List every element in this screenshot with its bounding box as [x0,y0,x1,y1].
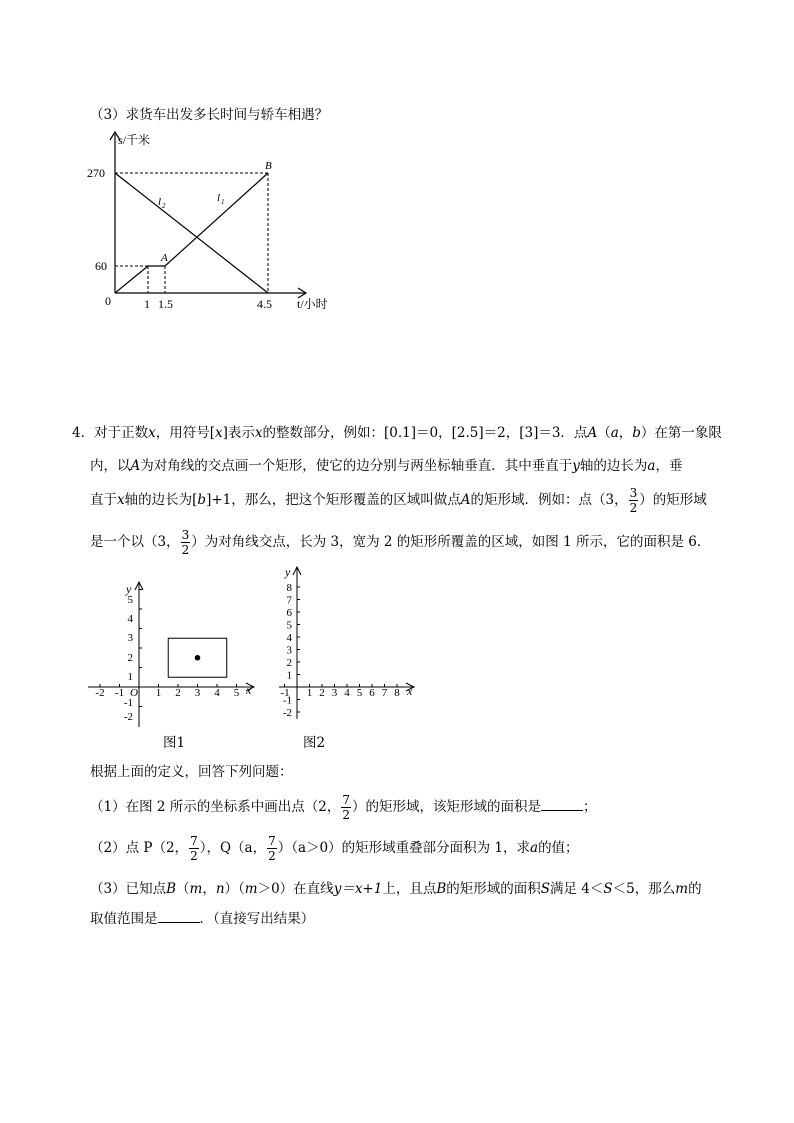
fig1-x-5: 5 [233,687,240,699]
fig2-x-6: 6 [369,687,375,699]
fig2-y-5: 5 [286,619,292,632]
fig2-y-7: 7 [286,594,292,607]
fig1-y-2: 2 [127,652,133,664]
point-b-label: B [265,160,272,172]
fig1-x-4: 4 [214,687,220,699]
fig1-x-1: 1 [155,687,162,699]
l1-subscript: 1 [221,198,225,206]
fig2-y-8: 8 [286,582,292,594]
x-tick-4-5: 4.5 [257,297,272,311]
fig2-x-3: 3 [331,687,338,699]
fraction-7-2-q: $\frac{7}{2}$ [268,834,276,863]
line-l2 [115,173,268,293]
fig1-y-3: 3 [127,632,133,644]
figure-1-coordinate-system [88,577,263,727]
q4-line-2: 内，以A为对角线的交点画一个矩形，使它的边分别与两坐标轴垂直．其中垂直于y轴的边长为a，垂 [90,458,683,474]
fig2-y-6: 6 [286,607,292,619]
l2-subscript: 2 [162,202,166,210]
fig2-y-neg2: -2 [282,707,292,719]
fig2-x-5: 5 [356,687,363,699]
point-a-label: A [161,252,168,264]
fig2-x-label: x [407,684,413,698]
sub-question-3-line-1: （3）已知点B（m，n）（m＞0）在直线y＝x+1上，且点B的矩形域的面积S满足 4＜S＜5，那么m的 [90,881,702,897]
y-tick-270: 270 [87,166,105,180]
l2-label: l [158,196,162,208]
fig1-y-5: 5 [127,594,133,606]
fraction-3-2: $\frac{3}{2}$ [629,486,638,515]
fig1-x-label: x [246,683,252,697]
sub-question-3-line-2: 取值范围是 ．（直接写出结果） [90,911,315,927]
fig1-x-3: 3 [194,687,201,699]
sub-question-2: （2）点 P（2， $\frac{7}{2}$ ），Q（a， $\frac{7}{2}$ ）（a＞0）的矩形域重叠部分面积为 1，求a的值； [90,834,579,863]
question-3-text: （3）求货车出发多长时间与轿车相遇？ [90,107,329,123]
fig1-y-neg2: -2 [123,711,133,723]
figure-2-caption: 图2 [303,735,326,751]
fig1-origin: O [130,687,138,699]
intro-text: 根据上面的定义，回答下列问题： [90,764,293,780]
center-point [195,655,201,661]
fig2-x-1: 1 [306,687,313,699]
fraction-7-2-p: $\frac{7}{2}$ [190,834,198,863]
fig1-y-neg1: -1 [123,697,133,709]
fraction-7-2: $\frac{7}{2}$ [342,793,350,822]
fig2-y-neg1: -1 [282,694,292,707]
fig2-x-4: 4 [344,687,350,699]
fig2-y-label: y [285,565,291,579]
q4-line-3: 直于x轴的边长为[b]+1，那么，把这个矩形覆盖的区域叫做点A的矩形域．例如：点（3， $\frac{3}{2}$ ）的矩形域 [90,486,707,515]
fig2-y-2: 2 [286,657,292,669]
x-tick-1: 1 [144,297,150,311]
fig2-x-8: 8 [394,687,400,699]
answer-blank-1[interactable] [541,798,583,811]
fig1-y-1: 1 [127,671,133,683]
x-tick-1-5: 1.5 [158,297,173,311]
distance-time-graph [85,128,350,313]
fig2-y-4: 4 [286,632,292,644]
fig1-y-label: y [126,582,132,596]
fig1-x-neg2: -2 [95,687,105,699]
fig2-x-2: 2 [319,687,325,699]
sub-question-1: （1）在图 2 所示的坐标系中画出点（2， $\frac{7}{2}$ ）的矩形域，该矩形域的面积是 ； [90,793,597,822]
q4-line-4: 是一个以（3， $\frac{3}{2}$ ）为对角线交点，长为 3，宽为 2 的矩形所覆盖的区域，如图 1 所示，它的面积是 6． [90,528,711,557]
x-axis-label: t/小时 [297,297,328,311]
l1-label: l [217,192,221,204]
fig2-x-7: 7 [381,687,388,699]
fraction-3-2-b: $\frac{3}{2}$ [181,528,190,557]
figure-2-coordinate-system [275,564,420,724]
fig2-y-1: 1 [286,669,292,682]
figure-1-caption: 图1 [163,735,186,751]
y-axis-label: s/千米 [118,133,151,147]
answer-blank-3[interactable] [158,910,200,923]
y-tick-60: 60 [95,259,107,273]
fig2-x-neg1: -1 [280,687,290,699]
origin-label: 0 [105,294,111,308]
fig1-x-neg1: -1 [114,687,125,699]
fig1-x-2: 2 [175,687,181,699]
fig2-y-3: 3 [286,644,292,657]
q4-line-1: 4．对于正数x，用符号[x]表示x的整数部分，例如：[0.1]＝0，[2.5]＝2，[3]＝3．点A（a，b）在第一象限 [72,425,722,441]
fig1-y-4: 4 [127,613,133,625]
